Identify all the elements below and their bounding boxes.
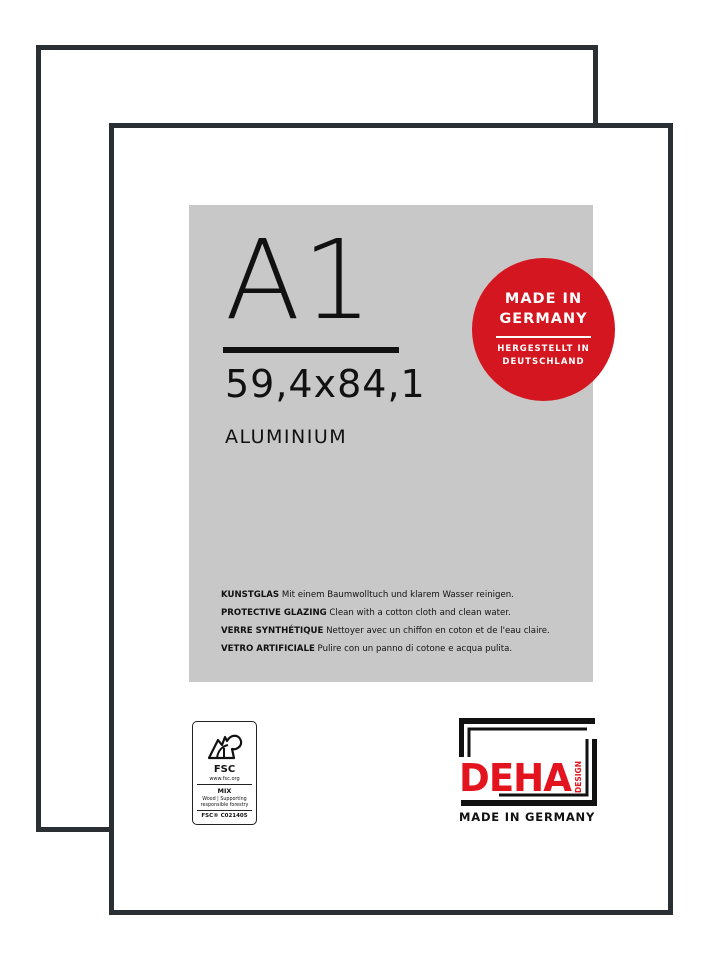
care-line [221,622,591,640]
fsc-divider [197,810,252,811]
care-text: Pulire con un panno di cotone e acqua pulita. [314,644,513,654]
fsc-website: www.fsc.org [209,776,240,782]
care-label: VETRO ARTIFICIALE [221,644,315,654]
made-in-germany-badge [472,258,615,401]
dimensions-label: 59,4x84,1 [225,362,426,406]
fsc-mix: MIX [217,787,232,795]
badge-sub2: DEUTSCHLAND [502,357,585,367]
size-underline [223,347,399,353]
fsc-code: FSC® C021405 [201,813,248,819]
material-label: ALUMINIUM [225,426,348,448]
deha-logo-mark [459,717,597,807]
deha-wordmark: DEHA [459,756,573,800]
care-text: Clean with a cotton cloth and clean water. [326,608,511,618]
badge-line1: MADE IN [504,291,583,307]
fsc-desc1: Wood | Supporting [202,797,247,802]
care-line [221,586,591,604]
care-label: KUNSTGLAS [221,590,280,600]
deha-logo [459,717,597,829]
badge-divider [496,336,591,338]
fsc-tree-icon [206,728,244,762]
badge-sub1: HERGESTELLT IN [497,344,590,354]
brand-tagline: MADE IN GERMANY [459,810,596,824]
badge-line2: GERMANY [499,311,588,327]
care-label: PROTECTIVE GLAZING [221,608,327,618]
size-label: A1 [225,216,375,344]
fsc-divider [197,784,252,785]
fsc-label [192,721,257,825]
care-text: Nettoyer avec un chiffon en coton et de l'eau claire. [323,626,550,636]
care-line [221,604,591,622]
care-instructions [221,586,591,658]
care-label: VERRE SYNTHÉTIQUE [221,626,324,636]
fsc-name: FSC [213,764,236,775]
product-insert [189,205,593,682]
fsc-desc2: responsible forestry [200,803,249,808]
care-line [221,640,591,658]
deha-sub: DESIGN [574,761,583,793]
care-text: Mit einem Baumwolltuch und klarem Wasser reinigen. [279,590,514,600]
